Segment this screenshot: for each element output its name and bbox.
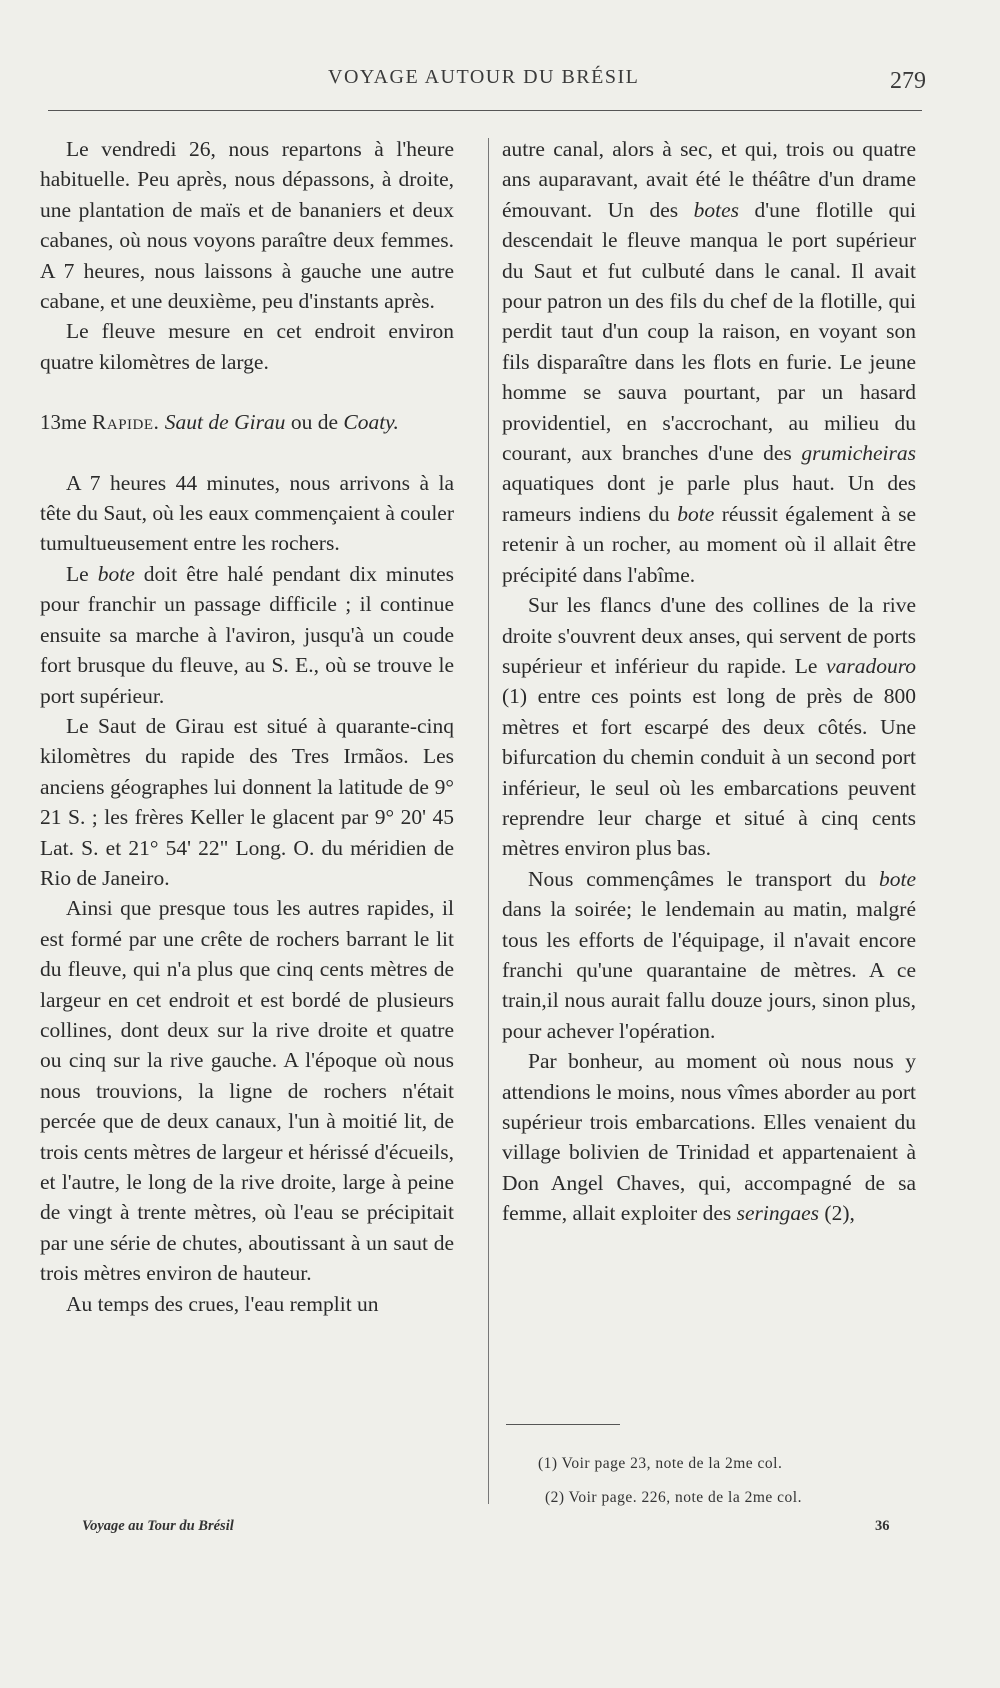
italic-term: bote	[677, 501, 715, 526]
italic-term: seringaes	[736, 1201, 820, 1226]
text-run: Sur les flancs d'une des collines de la rive droite s'ouvrent deux anses, qui servent de ports supérieur et inférieur du rapide. Le	[502, 593, 916, 678]
page-number: 279	[890, 68, 926, 94]
text-run: autre canal, alors à sec, et qui, trois ou quatre ans auparavant, avait été le théâtre d'un drame émouvant. Un des	[502, 137, 916, 222]
paragraph: Au temps des crues, l'eau remplit un	[66, 1291, 379, 1316]
paragraph	[40, 559, 454, 711]
heading-connector: ou de	[290, 410, 338, 435]
footnote-1: (1) Voir page 23, note de la 2me col.	[538, 1455, 783, 1472]
paragraph: Ainsi que presque tous les autres rapides, il est formé par une crête de rochers barrant le lit du fleuve, qui n'a plus que cinq cents mètres de largeur en cet endroit et est bordé de plusieurs collines, dont deux sur la rive droite et quatre ou cinq sur la rive gauche. A l'époque où nous nous trouvions, la ligne de rochers n'était percée que de deux canaux, l'un à moitié lit, de trois cents mètres de largeur et hérissé d'écueils, et l'autre, le long de la rive droite, large à peine de vingt à trente mètres, où l'eau se précipitait par une série de chutes, aboutissant à un saut de trois mètres environ de hauteur.	[40, 896, 454, 1286]
text-run: (2),	[824, 1201, 855, 1226]
paragraph	[502, 590, 916, 864]
paragraph	[502, 134, 916, 590]
paragraph: Le fleuve mesure en cet endroit environ quatre kilomètres de large.	[40, 319, 454, 374]
rapid-alt-name: Coaty.	[343, 410, 399, 435]
printer-signature: Voyage au Tour du Brésil	[82, 1518, 234, 1534]
text-run: Le	[66, 561, 89, 586]
text-run: aquatiques dont je parle plus haut. Un des rameurs indiens du	[502, 471, 916, 526]
footnote-2: (2) Voir page. 226, note de la 2me col.	[545, 1489, 802, 1506]
section-heading	[40, 407, 454, 437]
text-run: d'une flotille qui descendait le fleuve manqua le port supérieur du Saut et fut culbuté dans le canal. Il avait pour patron un des fils du chef de la flotille, qui perdit taut d'un coup la raison, en voyant son fils disparaître dans les flots en furie. Le jeune homme se sauva pourtant, par un hasard providentiel, en s'accrochant, au milieu du courant, aux branches d'une des	[502, 197, 917, 466]
rapid-number: 13me	[40, 410, 87, 435]
text-run: réussit également à se retenir à un rocher, au moment où il allait être précipité dans l'abîme.	[502, 501, 916, 587]
paragraph	[502, 864, 916, 1046]
rapid-name: Saut de Girau	[164, 410, 286, 435]
paragraph: Le vendredi 26, nous repartons à l'heure habituelle. Peu après, nous dépassons, à droite, une plantation de maïs et de bananiers et deux cabanes, où nous voyons paraître deux femmes. A 7 heures, nous laissons à gauche une autre cabane, et une deuxième, peu d'instants après.	[40, 137, 454, 314]
text-run: (1) entre ces points est long de près de 800 mètres et fort escarpé des deux côtés. Une bifurcation du chemin conduit à un second port inférieur, le seul où les embarcations peuvent reprendre leur charge et situé à cinq cents mètres environ plus bas.	[502, 684, 916, 861]
text-run: doit être halé pendant dix minutes pour franchir un passage difficile ; il continue ensuite sa marche à l'aviron, jusqu'à un coude fort brusque du fleuve, au S. E., où se trouve le port supérieur.	[40, 561, 455, 708]
italic-term: botes	[693, 197, 740, 222]
rapid-label: Rapide.	[92, 410, 160, 435]
paragraph	[502, 1046, 916, 1228]
footnote-rule	[506, 1424, 620, 1425]
running-title: VOYAGE AUTOUR DU BRÉSIL	[328, 66, 640, 88]
left-column	[40, 134, 454, 1319]
text-run: Nous commençâmes le transport du	[528, 866, 867, 891]
italic-term: bote	[97, 561, 135, 586]
paragraph: Le Saut de Girau est situé à quarante-cinq kilomètres du rapide des Tres Irmãos. Les anciens géographes lui donnent la latitude de 9° 21 S. ; les frères Keller le glacent par 9° 20' 45 Lat. S. et 21° 54' 22" Long. O. du méridien de Rio de Janeiro.	[40, 713, 454, 890]
paragraph: A 7 heures 44 minutes, nous arrivons à la tête du Saut, où les eaux commençaient à couler tumultueusement entre les rochers.	[40, 470, 454, 556]
right-column	[502, 134, 916, 1229]
italic-term: varadouro	[826, 653, 917, 678]
text-run: dans la soirée; le lendemain au matin, malgré tous les efforts de l'équipage, il n'avait encore franchi qu'une quarantaine de mètres. A ce train,il nous aurait fallu douze jours, sinon plus, pour achever l'opération.	[502, 897, 916, 1043]
italic-term: bote	[878, 866, 916, 891]
sheet-number: 36	[875, 1518, 890, 1534]
column-divider	[488, 138, 489, 1504]
text-run: Par bonheur, au moment où nous nous y attendions le moins, nous vîmes aborder au port supérieur trois embarcations. Elles venaient du village bolivien de Trinidad et appartenaient à Don Angel Chaves, qui, accompagné de sa femme, allait exploiter des	[502, 1049, 916, 1226]
italic-term: grumicheiras	[801, 441, 916, 466]
header-rule	[48, 110, 922, 111]
